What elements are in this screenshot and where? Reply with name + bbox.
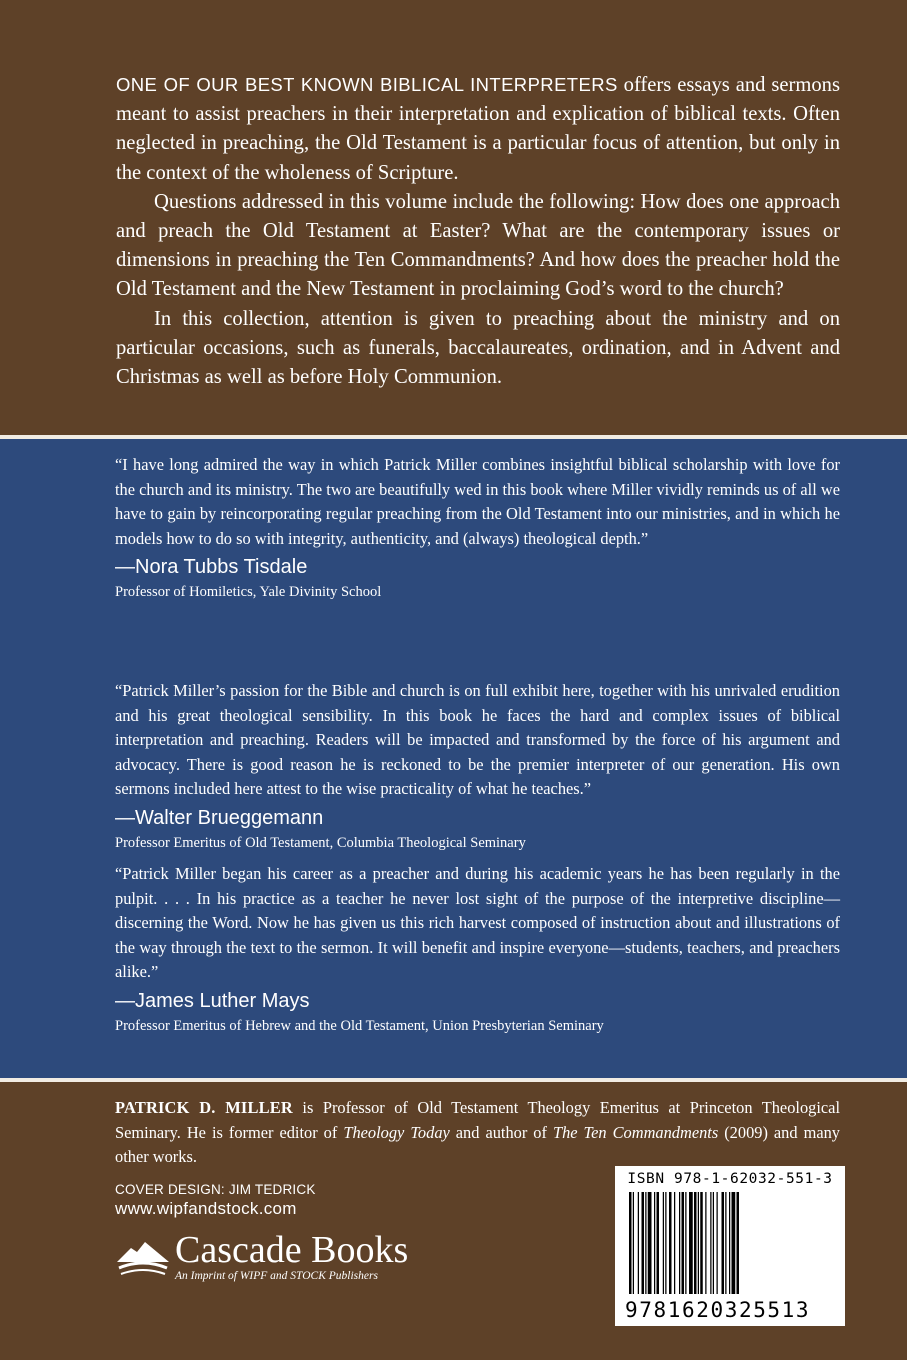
endorsement-quote: “Patrick Miller began his career as a preacher and during his academic years he has been regularly in the pulpit. . . . In his practice as a teacher he never lost sight of the purpose of the interpretive discipline—discerning the Word. Now he has given us this rich harvest composed of instruction about and illustrations of the way through the text to the sermon. It will benefit and inspire everyone—students, teachers, and preachers alike.” bbox=[115, 864, 840, 982]
publisher-imprint: An Imprint of WIPF and STOCK Publishers bbox=[175, 1270, 378, 1282]
endorsement-affiliation: Professor Emeritus of Old Testament, Columbia Theological Seminary bbox=[115, 834, 526, 851]
description-paragraph-2: Questions addressed in this volume include the following: How does one approach and preach the Old Testament at Easter? What are the contemporary issues or dimensions in preaching the Ten Commandments? And how does the preacher hold the Old Testament and the New Testament in proclaiming God’s word to the church? bbox=[116, 190, 840, 301]
endorsement-2 bbox=[115, 679, 840, 853]
author-bio: PATRICK D. MILLER is Professor of Old Testament Theology Emeritus at Princeton Theological Seminary. He is former editor of Theology Today and author of The Ten Commandments (2009) and many other works. bbox=[115, 1098, 840, 1167]
book-title: The Ten Commandments bbox=[552, 1122, 719, 1142]
barcode-bars-icon bbox=[625, 1192, 837, 1298]
author-panel bbox=[0, 1082, 907, 1360]
description-paragraph-1: ONE OF OUR BEST KNOWN BIBLICAL INTERPRETERS offers essays and sermons meant to assist preachers in their interpretation and explication of biblical texts. Often neglected in preaching, the Old Testament is a particular focus of attention, but only in the context of the wholeness of Scripture. bbox=[116, 74, 840, 184]
description-panel bbox=[0, 0, 907, 435]
endorsement-author: —Nora Tubbs Tisdale bbox=[115, 556, 308, 579]
isbn-barcode bbox=[615, 1166, 845, 1326]
journal-title: Theology Today bbox=[343, 1122, 450, 1142]
lead-caps: ONE OF OUR BEST KNOWN BIBLICAL INTERPRETERS bbox=[116, 74, 618, 95]
endorsement-affiliation: Professor of Homiletics, Yale Divinity School bbox=[115, 584, 382, 601]
endorsement-3 bbox=[115, 862, 840, 1036]
endorsement-affiliation: Professor Emeritus of Hebrew and the Old Testament, Union Presbyterian Seminary bbox=[115, 1017, 604, 1034]
mountain-logo-icon bbox=[115, 1232, 171, 1282]
endorsement-author: —James Luther Mays bbox=[115, 989, 310, 1012]
description-text bbox=[116, 70, 840, 392]
publisher-logo bbox=[115, 1229, 445, 1284]
endorsements-panel bbox=[0, 439, 907, 1078]
cover-design-credit: COVER DESIGN: JIM TEDRICK bbox=[115, 1182, 316, 1197]
author-name: PATRICK D. MILLER bbox=[115, 1098, 293, 1117]
description-paragraph-3: In this collection, attention is given to preaching about the ministry and on particular occasions, such as funerals, baccalaureates, ordination, and in Advent and Christmas as well as before Holy Communion. bbox=[116, 307, 840, 389]
endorsement-author: —Walter Brueggemann bbox=[115, 806, 324, 829]
barcode-digits: 9781620325513 bbox=[625, 1298, 811, 1322]
endorsement-quote: “Patrick Miller’s passion for the Bible and church is on full exhibit here, together with his unrivaled erudition and his great theological sensibility. In this book he faces the hard and complex issues of biblical interpretation and preaching. Readers will be impacted and transformed by the force of his argument and advocacy. There is good reason he is reckoned to be the premier interpreter of our generation. His own sermons included here attest to the wise practicality of what he teaches.” bbox=[115, 681, 840, 799]
isbn-label: ISBN 978-1-62032-551-3 bbox=[627, 1171, 833, 1187]
endorsement-quote: “I have long admired the way in which Patrick Miller combines insightful biblical scholarship with love for the church and its ministry. The two are beautifully wed in this book where Miller vividly reminds us of all we have to gain by reincorporating regular preaching from the Old Testament into our ministries, and in which he models how to do so with integrity, authenticity, and (always) theological depth.” bbox=[115, 455, 840, 548]
credits bbox=[115, 1182, 316, 1220]
publisher-brand: Cascade Books bbox=[175, 1229, 409, 1271]
endorsement-1 bbox=[115, 453, 840, 602]
publisher-website[interactable]: www.wipfandstock.com bbox=[115, 1199, 297, 1218]
